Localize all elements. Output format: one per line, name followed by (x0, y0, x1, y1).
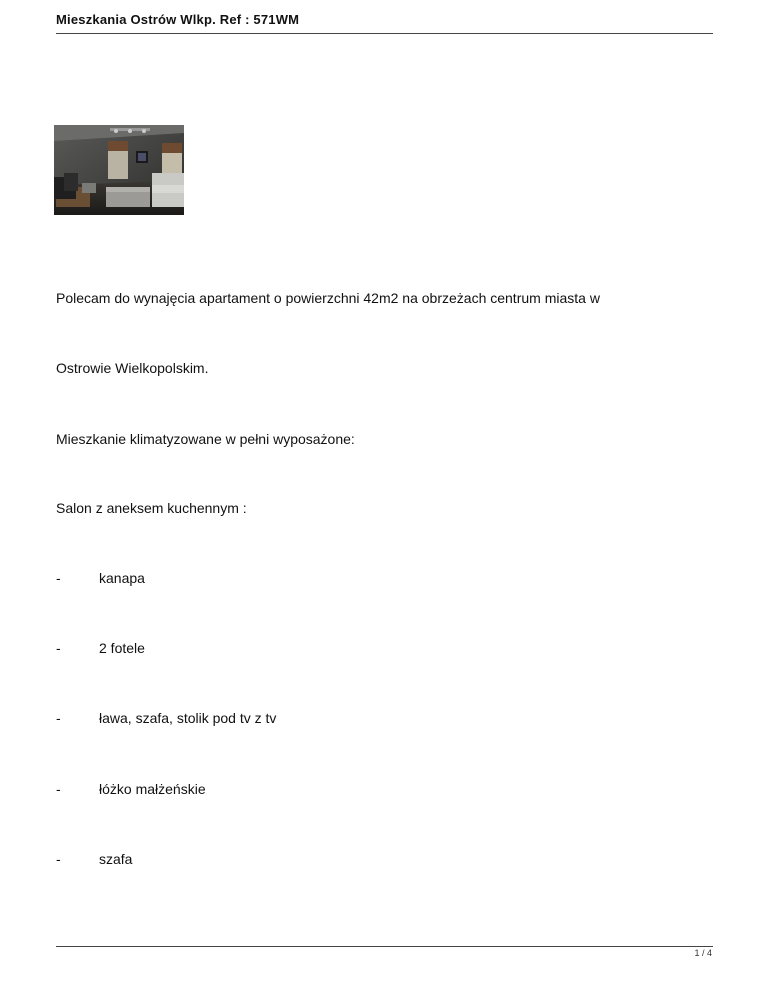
room-photo (54, 125, 184, 215)
list-item: 2 fotele (99, 640, 145, 656)
list-bullet: - (56, 570, 61, 586)
list-bullet: - (56, 640, 61, 656)
footer-divider (56, 946, 713, 947)
paragraph-equipment: Mieszkanie klimatyzowane w pełni wyposażone: (56, 431, 355, 447)
list-bullet: - (56, 781, 61, 797)
list-item: kanapa (99, 570, 145, 586)
list-item: ława, szafa, stolik pod tv z tv (99, 710, 277, 726)
paragraph-living-room: Salon z aneksem kuchennym : (56, 500, 247, 516)
list-item: łóżko małżeńskie (99, 781, 206, 797)
list-bullet: - (56, 710, 61, 726)
room-photo-icon (54, 125, 184, 215)
list-bullet: - (56, 851, 61, 867)
header-divider (56, 33, 713, 34)
page-number: 1 / 4 (694, 948, 712, 958)
list-item: szafa (99, 851, 133, 867)
page-header-title: Mieszkania Ostrów Wlkp. Ref : 571WM (56, 12, 300, 27)
paragraph-location: Ostrowie Wielkopolskim. (56, 360, 209, 376)
paragraph-offer: Polecam do wynajęcia apartament o powierzchni 42m2 na obrzeżach centrum miasta w (56, 290, 600, 306)
